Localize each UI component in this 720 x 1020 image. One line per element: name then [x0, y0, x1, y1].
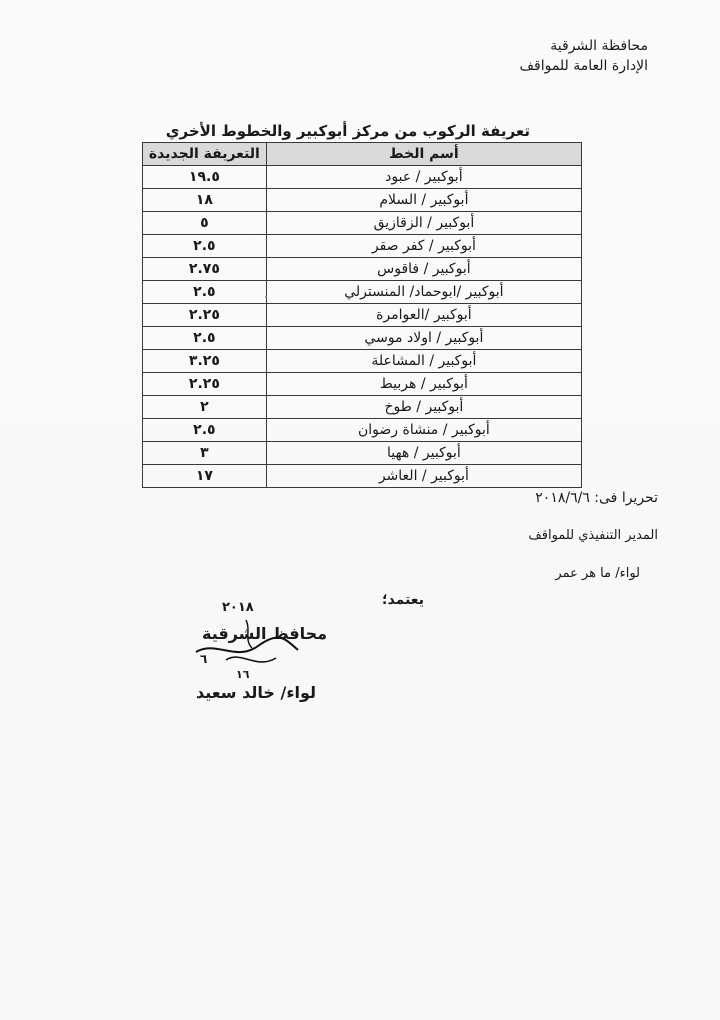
letterhead-governorate: محافظة الشرقية: [550, 38, 648, 54]
fare-cell: ٢.٥: [143, 281, 267, 304]
route-cell: أبوكبير / منشاة رضوان: [266, 419, 581, 442]
route-cell: أبوكبير / هربيط: [266, 373, 581, 396]
fare-table-header-row: [143, 143, 582, 166]
fare-cell: ١٧: [143, 465, 267, 488]
table-row: [143, 327, 582, 350]
table-row: [143, 373, 582, 396]
letterhead-department: الإدارة العامة للمواقف: [519, 58, 648, 74]
route-cell: أبوكبير / فاقوس: [266, 258, 581, 281]
route-column-header: أسم الخط: [266, 143, 581, 166]
fare-cell: ٢.٥: [143, 235, 267, 258]
issue-date: تحريرا فى: ٢٠١٨/٦/٦: [535, 490, 658, 506]
fare-table: [142, 142, 582, 488]
fare-table-body: [143, 166, 582, 488]
route-cell: أبوكبير / كفر صقر: [266, 235, 581, 258]
fare-cell: ٢.٢٥: [143, 304, 267, 327]
route-cell: أبوكبير / السلام: [266, 189, 581, 212]
fare-cell: ٣.٢٥: [143, 350, 267, 373]
route-cell: أبوكبير / المشاعلة: [266, 350, 581, 373]
fare-cell: ٢.٥: [143, 419, 267, 442]
fare-cell: ١٩.٥: [143, 166, 267, 189]
approval-label: يعتمد؛: [382, 592, 424, 608]
route-cell: أبوكبير /العوامرة: [266, 304, 581, 327]
scan-speck: [265, 296, 267, 298]
table-row: [143, 419, 582, 442]
fare-cell: ٢.٧٥: [143, 258, 267, 281]
governor-title: محافظ الشرقية: [202, 624, 328, 643]
director-name: لواء/ ما هر عمر: [555, 566, 640, 581]
route-cell: أبوكبير /ابوحماد/ المنسترلي: [266, 281, 581, 304]
signature-month: ٦: [200, 652, 208, 666]
route-cell: أبوكبير / عبود: [266, 166, 581, 189]
fare-cell: ٥: [143, 212, 267, 235]
table-row: [143, 189, 582, 212]
table-row: [143, 281, 582, 304]
table-row: [143, 350, 582, 373]
table-row: [143, 465, 582, 488]
letterhead: [520, 36, 648, 76]
table-row: [143, 166, 582, 189]
fare-cell: ٢.٢٥: [143, 373, 267, 396]
signature-year: ٢٠١٨: [222, 600, 254, 615]
document-title: تعريفة الركوب من مركز أبوكبير والخطوط الأخري: [165, 122, 530, 140]
route-cell: أبوكبير / العاشر: [266, 465, 581, 488]
governor-name: لواء/ خالد سعيد: [196, 683, 317, 702]
table-row: [143, 396, 582, 419]
fare-cell: ٣: [143, 442, 267, 465]
route-cell: أبوكبير / طوخ: [266, 396, 581, 419]
table-row: [143, 212, 582, 235]
director-title: المدير التنفيذي للمواقف: [528, 528, 658, 543]
fare-cell: ١٨: [143, 189, 267, 212]
route-cell: أبوكبير / اولاد موسي: [266, 327, 581, 350]
signature-day: ١٦: [236, 668, 250, 681]
fare-cell: ٢.٥: [143, 327, 267, 350]
table-row: [143, 442, 582, 465]
route-cell: أبوكبير / ههيا: [266, 442, 581, 465]
table-row: [143, 235, 582, 258]
fare-cell: ٢: [143, 396, 267, 419]
table-row: [143, 304, 582, 327]
route-cell: أبوكبير / الزقازيق: [266, 212, 581, 235]
fare-column-header: التعريفة الجديدة: [143, 143, 267, 166]
table-row: [143, 258, 582, 281]
